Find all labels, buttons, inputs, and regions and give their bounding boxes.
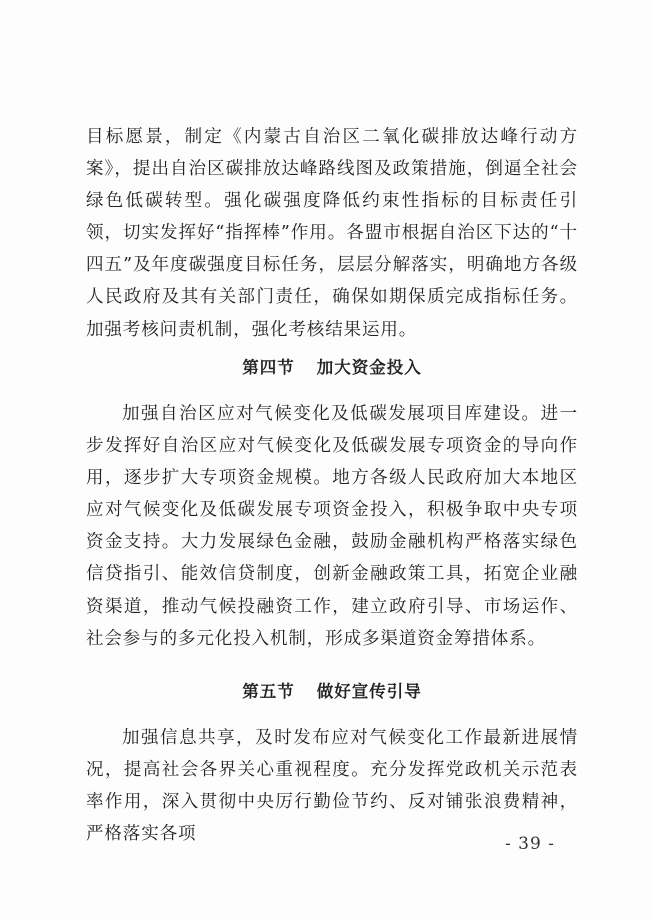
section-title: 加大资金投入 [316, 358, 422, 377]
paragraph-continuation: 目标愿景，制定《内蒙古自治区二氧化碳排放达峰行动方案》，提出自治区碳排放达峰路线图及政策措施，倒逼全社会绿色低碳转型。强化碳强度降低约束性指标的目标责任引领，切实发挥好“指挥棒”作用。各盟市根据自治区下达的“十四五”及年度碳强度目标任务，层层分解落实，明确地方各级人民政府及其有关部门责任，确保如期保质完成指标任务。加强考核问责机制，强化考核结果运用。 [86, 127, 578, 340]
section-title: 做好宣传引导 [316, 682, 422, 701]
paragraph-publicity: 加强信息共享，及时发布应对气候变化工作最新进展情况，提高社会各界关心重视程度。充分发挥党政机关示范表率作用，深入贯彻中央厉行勤俭节约、反对铺张浪费精神，严格落实各项 [86, 728, 578, 845]
paragraph-funding: 加强自治区应对气候变化及低碳发展项目库建设。进一步发挥好自治区应对气候变化及低碳发展专项资金的导向作用，逐步扩大专项资金规模。地方各级人民政府加大本地区应对气候变化及低碳发展专项资金投入，积极争取中央专项资金支持。大力发展绿色金融，鼓励金融机构严格落实绿色信贷指引、能效信贷制度，创新金融政策工具，拓宽企业融资渠道，推动气候投融资工作，建立政府引导、市场运作、社会参与的多元化投入机制，形成多渠道资金筹措体系。 [86, 404, 578, 649]
section-heading-4 [86, 354, 578, 378]
section-number: 第五节 [242, 682, 295, 701]
section-number: 第四节 [242, 358, 295, 377]
section-heading-5 [86, 678, 578, 702]
page-number: - 39 - [505, 834, 555, 854]
